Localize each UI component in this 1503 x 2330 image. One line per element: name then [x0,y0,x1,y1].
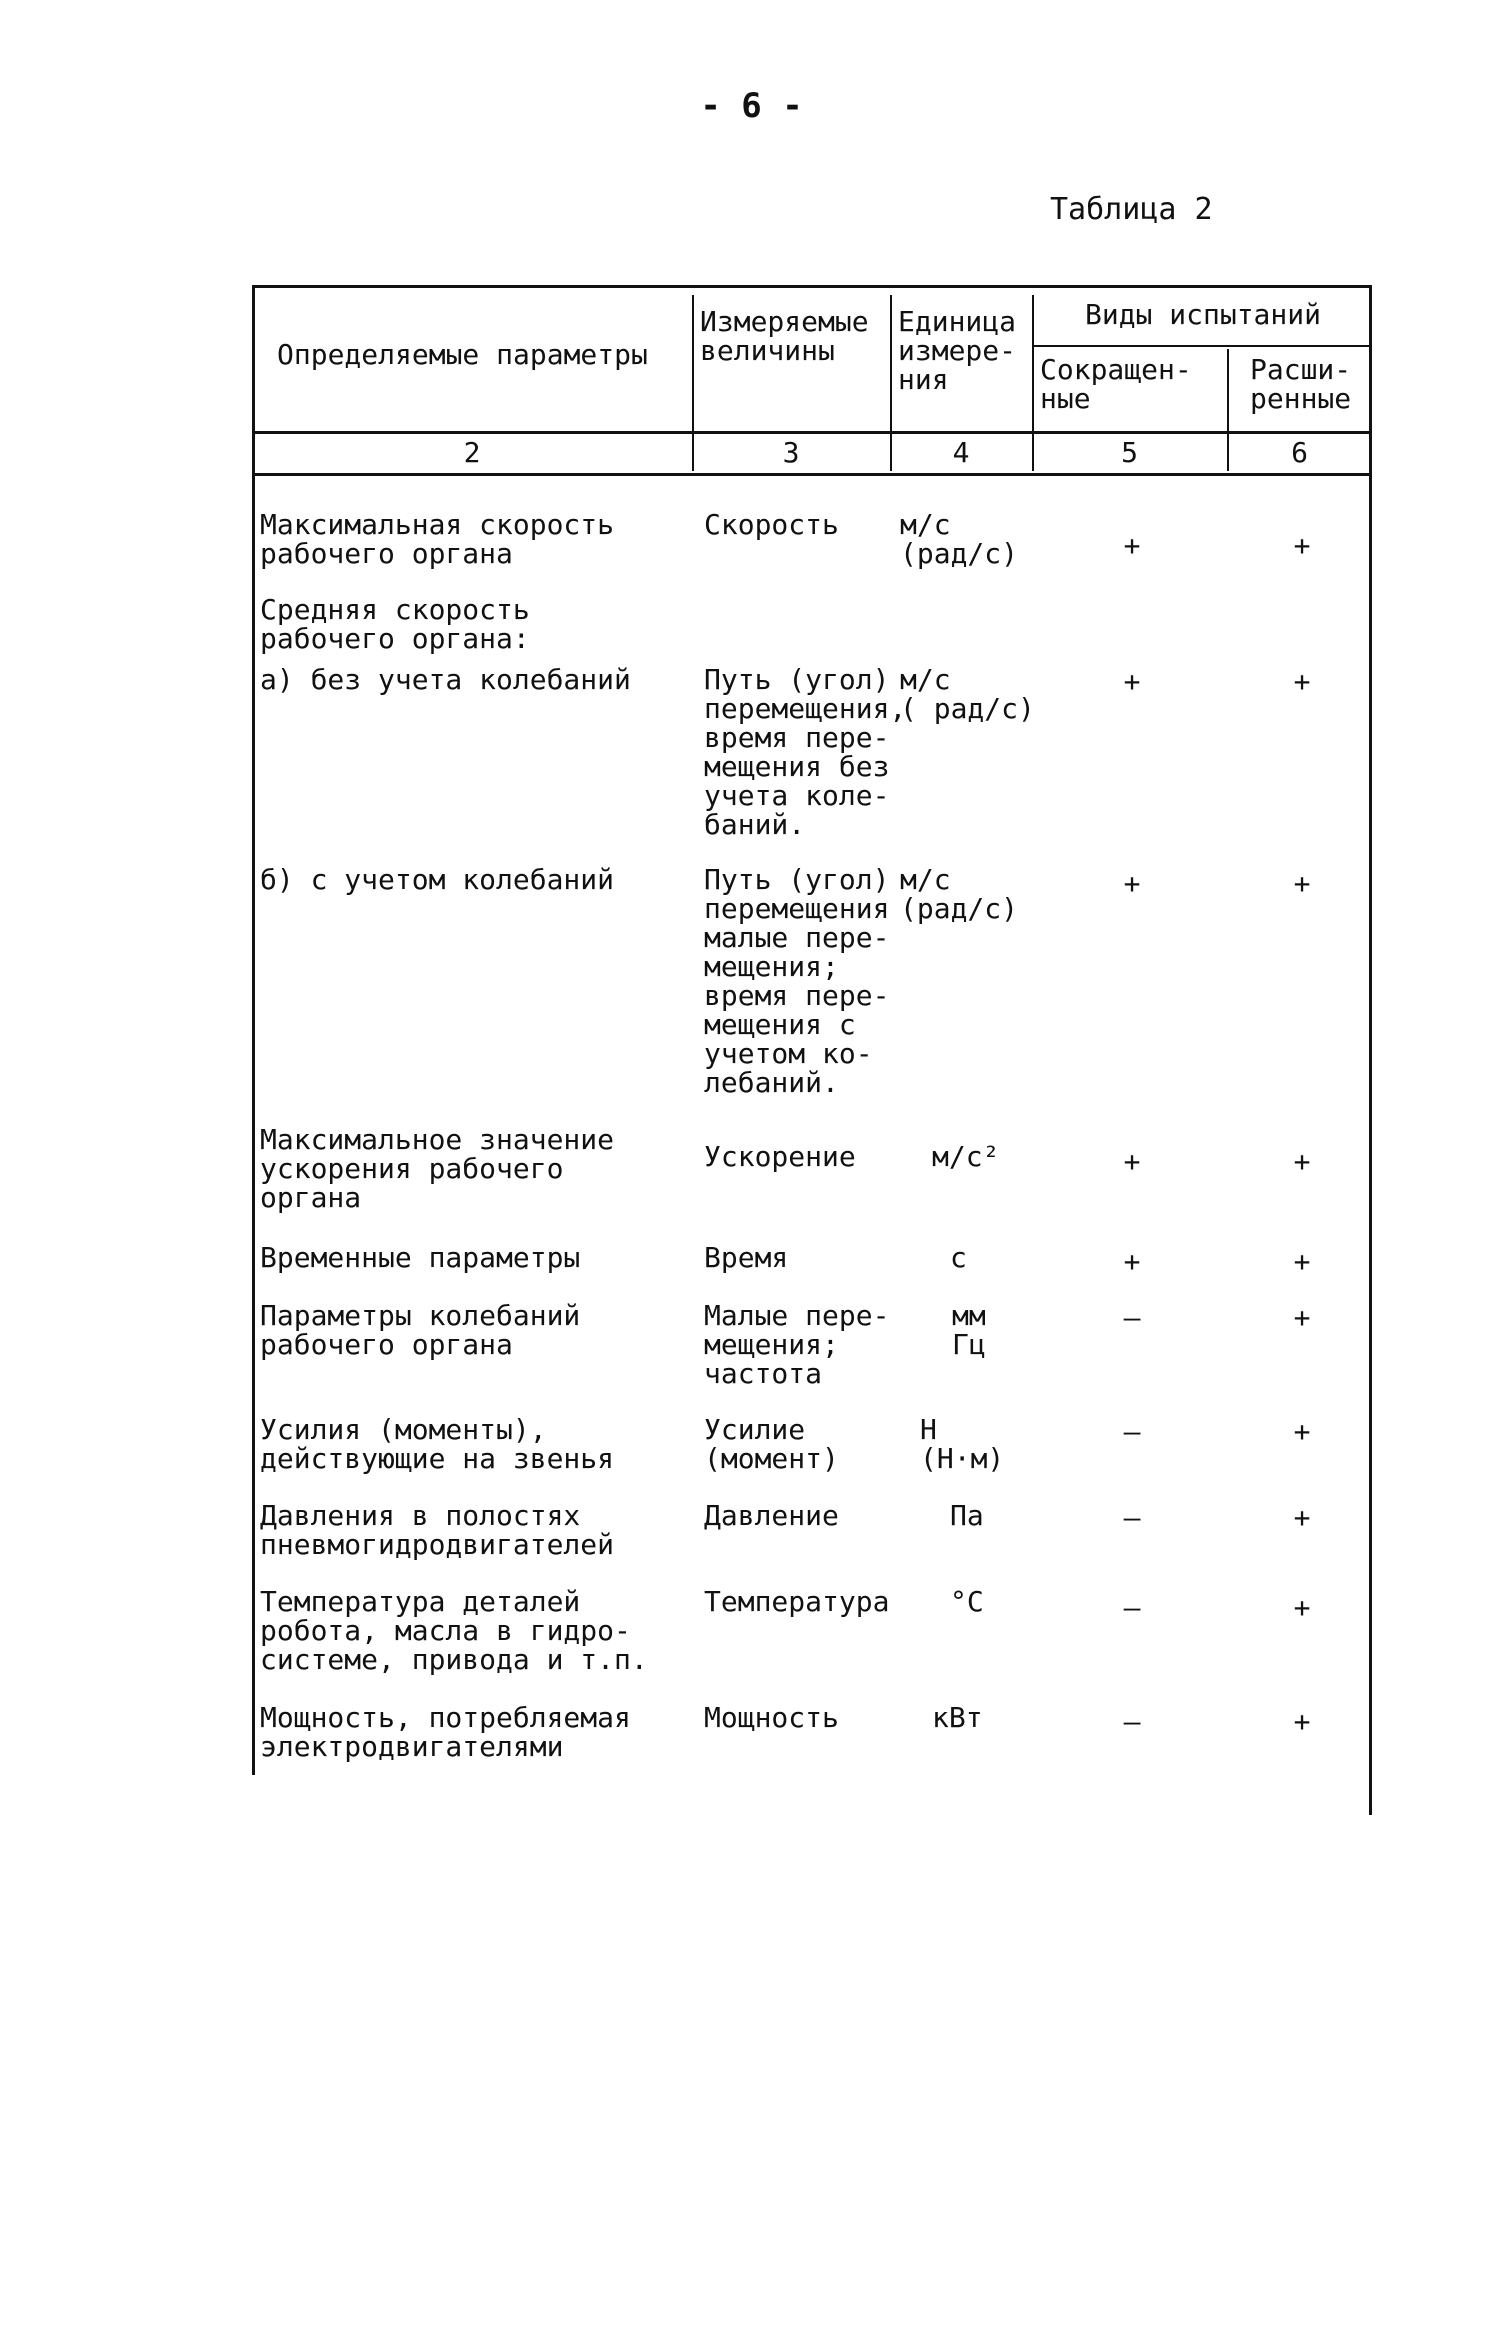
row-param: б) с учетом колебаний [260,863,615,896]
header-params: Определяемые параметры [277,338,648,371]
row-measured: Температура [704,1585,890,1618]
row-measured: Путь (угол) перемещения, время пере- мещения без учета коле- баний. [704,663,907,841]
row-measured: Время [704,1241,789,1274]
row-unit: кВт [932,1701,983,1734]
row-extended: + [1293,1591,1311,1624]
row-extended: + [1293,1501,1311,1534]
row-param: Временные параметры [260,1241,581,1274]
row-unit: Па [950,1499,984,1532]
row-short: – [1123,1501,1141,1534]
page-number: - 6 - [700,86,803,126]
table-left-border [252,285,255,1775]
row-extended: + [1293,1705,1311,1738]
row-param: Температура деталей робота, масла в гидро- системе, привода и т.п. [260,1585,648,1676]
row-unit: с [950,1241,967,1274]
row-param: Усилия (моменты), действующие на звенья [260,1413,615,1475]
row-unit: м/с (рад/с) [900,508,1019,570]
header-bottom-border [252,431,1372,434]
row-extended: + [1293,529,1311,562]
numbers-bottom-border [252,473,1372,476]
row-extended: + [1293,1415,1311,1448]
header-measured: Измеряемые величины [700,305,869,367]
row-param: Максимальное значение ускорения рабочего органа [260,1123,615,1214]
header-unit: Единица измере-ния [898,305,1017,396]
row-short: – [1123,1591,1141,1624]
row-measured: Путь (угол) перемещения малые пере- мещения; время пере- мещения с учетом ко- лебаний. [704,863,890,1099]
row-measured: Малые пере- мещения; частота [704,1299,890,1390]
table-title: Таблица 2 [1050,192,1213,227]
row-extended: + [1293,1245,1311,1278]
row-extended: + [1293,1145,1311,1178]
row-unit: м/с ( рад/с) [900,663,1035,725]
row-short: – [1123,1415,1141,1448]
header-short: Сокращен-ные [1040,353,1192,415]
row-measured: Усилие (момент) [704,1413,839,1475]
data-table [252,285,1372,1815]
col-number-5: 5 [1121,436,1138,469]
header-test-types: Виды испытаний [1084,298,1321,331]
row-short: + [1123,529,1141,562]
row-extended: + [1293,665,1311,698]
row-extended: + [1293,1301,1311,1334]
row-short: – [1123,1705,1141,1738]
row-param: Давления в полостях пневмогидродвигателей [260,1499,615,1561]
table-right-border [1369,285,1372,1815]
test-types-divider [1032,345,1372,347]
row-unit: мм Гц [952,1299,986,1361]
row-param: Средняя скорость рабочего органа: [260,593,530,655]
row-extended: + [1293,867,1311,900]
row-short: + [1123,665,1141,698]
row-short: + [1123,867,1141,900]
row-short: + [1123,1145,1141,1178]
row-unit: Н (Н·м) [920,1413,1005,1475]
row-measured: Скорость [704,508,839,541]
col-number-3: 3 [782,436,800,469]
row-param: Максимальная скорость рабочего органа [260,508,615,570]
row-measured: Давление [704,1499,839,1532]
row-unit: м/с² [932,1140,1000,1173]
row-unit: °С [950,1585,984,1618]
row-param: а) без учета колебаний [260,663,631,696]
row-short: – [1123,1301,1141,1334]
col-number-2: 2 [463,436,481,469]
col-number-4: 4 [952,436,970,469]
col-number-6: 6 [1291,436,1308,469]
row-measured: Мощность [704,1701,839,1734]
header-extended: Расши-ренные [1250,353,1352,415]
row-param: Параметры колебаний рабочего органа [260,1299,581,1361]
row-short: + [1123,1245,1141,1278]
row-param: Мощность, потребляемая электродвигателями [260,1701,631,1763]
table-top-border [252,285,1372,288]
row-measured: Ускорение [704,1140,856,1173]
row-unit: м/с (рад/с) [900,863,1019,925]
